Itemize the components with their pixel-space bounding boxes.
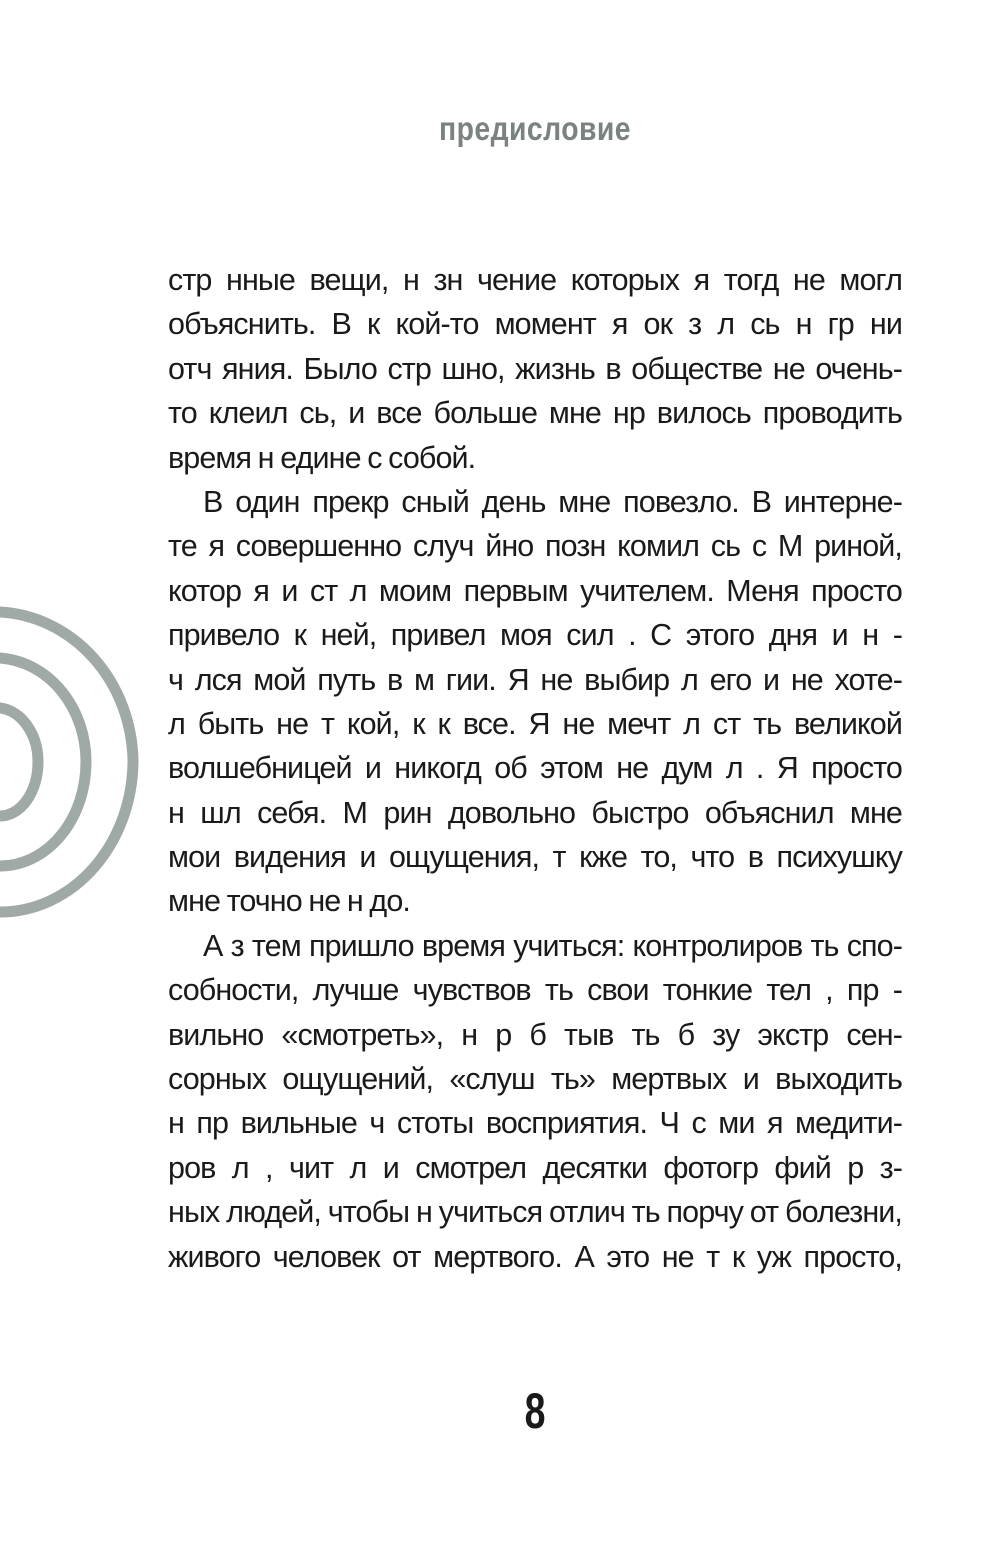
text-line: стр нные вещи, н зн чение которых я тогд не могл xyxy=(168,263,902,297)
text-line: отч яния. Было стр шно, жизнь в обществе не очень- xyxy=(168,351,902,386)
text-line: л быть не т кой, к к все. Я не мечт л ст ть великой xyxy=(168,706,902,741)
text-line: те я совершенно случ йно позн комил сь с М риной, xyxy=(168,529,902,564)
text-line: ров л , чит л и смотрел десятки фотогр фий р з- xyxy=(168,1150,902,1185)
text-line: мне точно не н до. xyxy=(168,884,410,919)
text-line: живого человек от мертвого. А это не т к уж просто, xyxy=(168,1239,902,1274)
text-line: н шл себя. М рин довольно быстро объяснил мне xyxy=(168,795,902,830)
text-line: В один прекр сный день мне повезло. В интерне- xyxy=(203,484,902,519)
text-line: сорных ощущений, «слуш ть» мертвых и выходить xyxy=(168,1062,902,1097)
text-line: ных людей, чтобы н учиться отлич ть порчу от болезни, xyxy=(168,1195,902,1230)
text-line: вильно «смотреть», н р б тыв ть б зу экстр сен- xyxy=(168,1017,902,1052)
text-line: котор я и ст л моим первым учителем. Меня просто xyxy=(168,573,902,608)
text-line: мои видения и ощущения, т кже то, что в психушку xyxy=(168,840,902,875)
page-header-title: предисловие xyxy=(439,110,631,147)
page-number: 8 xyxy=(524,1383,546,1439)
text-line: время н едине с собой. xyxy=(168,440,476,475)
spiral-icon xyxy=(0,600,150,930)
text-line: волшебницей и никогд об этом не дум л . Я просто xyxy=(168,751,902,786)
text-line: объяснить. В к кой-то момент я ок з л сь н гр ни xyxy=(168,307,902,342)
body-text xyxy=(168,258,902,1279)
spiral-arc-inner xyxy=(0,708,38,816)
text-line: то клеил сь, и все больше мне нр вилось проводить xyxy=(168,396,902,431)
text-line: н пр вильные ч стоты восприятия. Ч с ми я медити- xyxy=(168,1106,902,1141)
text-line: привело к ней, привел моя сил . С этого дня и н - xyxy=(168,618,902,653)
text-line: А з тем пришло время учиться: контролиров ть спо- xyxy=(203,928,902,963)
text-line: ч лся мой путь в м гии. Я не выбир л его и не хоте- xyxy=(168,662,902,697)
text-line: собности, лучше чувствов ть свои тонкие тел , пр - xyxy=(168,973,902,1008)
